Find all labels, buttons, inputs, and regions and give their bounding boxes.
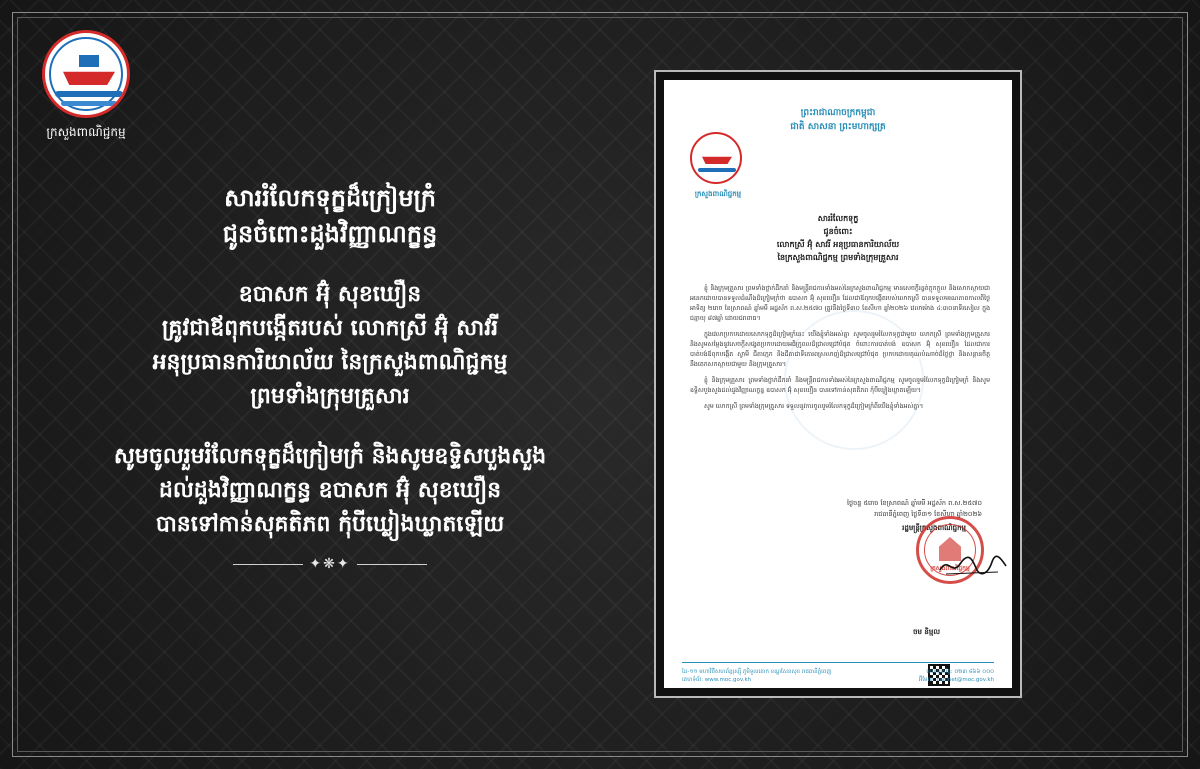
letter-body [690, 284, 990, 418]
footer-website: គេហទំព័រ: www.moc.gov.kh [682, 677, 752, 683]
ornament-divider [70, 556, 590, 572]
kingdom-line: ព្រះរាជាណាចក្រកម្ពុជា [800, 108, 876, 118]
signature [938, 554, 1008, 578]
stamp-text: ក្រសួងពាណិជ្ជកម្ម [930, 565, 970, 572]
letter-paragraph: ខ្ញុំ និងក្រុមគ្រួសារ ព្រមទាំងថ្នាក់ដឹកនាំ និងមន្ត្រីរាជការទាំងអស់នៃក្រសួងពាណិជ្ជកម្ម មានសេចក្តីរន្ធត់ក្តុកក្តួល និងសោកស្តាយជាអនេកដោយបានទទួលដំណឹងដ៏ក្រៀមក្រំថា ឧបាសក អ៊ុំ សុខឃឿន ដែលជាឪពុកបង្កើតរបស់លោកស្រី បានទទួលមរណភាពកាលពីថ្ងៃអាទិត្យ ២រោច ខែស្រាពណ៍ ឆ្នាំមមី អដ្ឋស័ក ព.ស.២៥៧០ ត្រូវនឹងថ្ងៃទី៣០ ខែសីហា ឆ្នាំ២០២៦ វេលាម៉ោង ៤:៣០នាទីរសៀល ក្នុងជន្មាយុ ៨៧ឆ្នាំ ដោយជរាពាធ។ [690, 285, 990, 322]
wish-line-3: បានទៅកាន់សុគតិភព កុំបីឃ្លៀងឃ្លាតឡើយ [155, 512, 505, 537]
subject-line-4: ព្រមទាំងក្រុមគ្រួសារ [250, 384, 410, 409]
footer-divider [682, 662, 994, 663]
footer-phone: លេខទូរស័ព្ទ: ០២៣ ៨៦៦ ០០០ [926, 669, 994, 675]
letter-title-line: លោកស្រី អ៊ុំ សាវរី អនុប្រធានការិយាល័យ [776, 240, 900, 249]
condolence-message [70, 180, 590, 572]
letter-title-line: ជូនចំពោះ [823, 227, 853, 236]
subject-line-1: ឧបាសក អ៊ុំ សុខឃឿន [238, 282, 422, 307]
letter-header [664, 106, 1012, 134]
subject-block [70, 278, 590, 414]
subject-line-2: គ្រូវជាឪពុកបង្កើតរបស់ លោកស្រី អ៊ុំ សាវរី [161, 316, 499, 341]
wish-line-1: សូមចូលរួមរំលែកទុក្ខដ៏ក្រៀមក្រំ និងសូមឧទ្ទិសបួងសួង [113, 444, 547, 469]
wish-block [70, 440, 590, 542]
motto-line: ជាតិ សាសនា ព្រះមហាក្សត្រ [790, 122, 886, 132]
letter-footer-contact [919, 668, 994, 684]
letter-title-line: សាររំលែកទុក្ខ [817, 214, 859, 223]
letter-date [847, 498, 982, 520]
ornament-glyph: ✦❋✦ [309, 556, 351, 572]
footer-email: អ៊ីមែល: cabinet@moc.gov.kh [918, 677, 994, 683]
signer-office: រដ្ឋមន្ត្រីក្រសួងពាណិជ្ជកម្ម [902, 524, 966, 532]
letter-title-line: នៃក្រសួងពាណិជ្ជកម្ម ព្រមទាំងក្រុមគ្រួសារ [777, 253, 899, 262]
ministry-logo-block [30, 30, 142, 142]
subject-line-3: អនុប្រធានការិយាល័យ នៃក្រសួងពាណិជ្ជកម្ម [152, 350, 508, 375]
letter-frame [654, 70, 1022, 698]
signer-name: ចម និម្មល [913, 628, 940, 636]
letter-logo-icon [690, 132, 742, 184]
letter-paragraph: ក្នុងវេលាប្រកបដោយសោកទុក្ខដ៏ក្រៀមក្រំនេះ យើងខ្ញុំទាំងអស់គ្នា សូមចូលរួមរំលែកទុក្ខជាមួយ លោកស្រី ព្រមទាំងក្រុមគ្រួសារ និងសូមសម្តែងនូវសេចក្តីសង្វេគប្រកបដោយអធិក្រូពលដ៏ជ្រាលជ្រៅបំផុត ចំពោះការបាត់បង់ ឧបាសក អ៊ុំ សុខឃឿន ដែលជាការបាត់បង់ឪពុកបង្កើត ស្វាមី ជីតាក្មេក និងជីតាជាទីគោរពស្រលាញ់ដ៏ជ្រាលជ្រៅបំផុត ប្រកបដោយគុណបំណាច់ដ៏ថ្លៃថ្លា និងសន្តានចិត្តនឹងតេកសកស្តាយជាមួយ និងក្រុមគ្រួសារ។ [690, 331, 990, 368]
condolence-letter [664, 80, 1012, 688]
title-line-2: ជូនចំពោះដួងវិញ្ញាណក្ខន្ធ [222, 220, 438, 248]
wish-line-2: ដល់ដួងវិញ្ញាណក្ខន្ធ ឧបាសក អ៊ុំ សុខឃឿន [158, 478, 502, 503]
ministry-logo-icon [42, 30, 130, 118]
letter-title [664, 212, 1012, 264]
lunar-date: ថ្ងៃចន្ទ ៥រោច ខែស្រាពណ៍ ឆ្នាំមមី អដ្ឋស័ក ព.ស.២៥៧០ [846, 499, 982, 507]
footer-address: ដៃ-១១ មហាវិថីសហព័ន្ធរុស្ស៊ី ភូមិទួលគោក ខណ្ឌសែនសុខ រាជធានីភ្នំពេញ [682, 669, 832, 675]
logo-caption: ក្រសួងពាណិជ្ជកម្ម [46, 125, 126, 139]
solar-date: រាជធានីភ្នំពេញ ថ្ងៃទី៣១ ខែសីហា ឆ្នាំ២០២៦ [874, 510, 982, 518]
letter-footer-address [682, 668, 832, 684]
title-line-1: សាររំលែកទុក្ខដ៏ក្រៀមក្រំ [224, 184, 436, 212]
letter-paragraph: ខ្ញុំ និងក្រុមគ្រួសារ ព្រមទាំងថ្នាក់ដឹកនាំ និងមន្ត្រីរាជការទាំងអស់នៃក្រសួងពាណិជ្ជកម្ម សូមចូលរួមរំលែកទុក្ខដ៏ក្រៀមក្រំ និងសូមឧទ្ទិសបួងសួងដល់ដួងវិញ្ញាណក្ខន្ធ ឧបាសក អ៊ុំ សុខឃឿន បានទៅកាន់សុគតិភព កុំបីឃ្លៀងឃ្លាតឡើយ។ [690, 377, 990, 394]
letter-logo-caption: ក្រសួងពាណិជ្ជកម្ម [694, 190, 742, 198]
letter-paragraph: សូម លោកស្រី ព្រមទាំងក្រុមគ្រួសារ ទទួលនូវការចូលរួមរំលែកទុក្ខដ៏ក្រៀមក្រំពីយើងខ្ញុំទាំងអស់គ្នា។ [704, 403, 924, 410]
